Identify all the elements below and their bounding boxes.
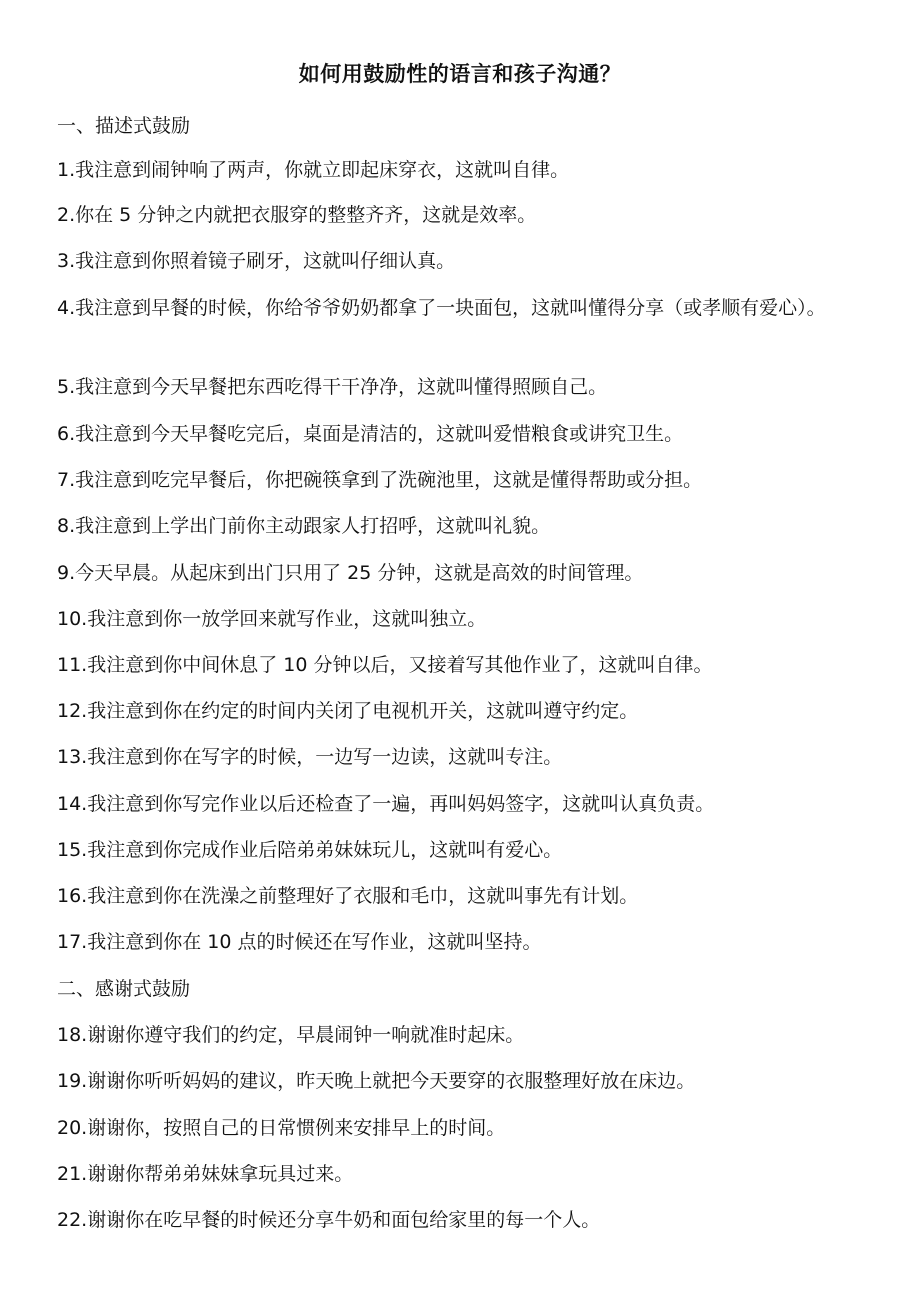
list-item: 22.谢谢你在吃早餐的时候还分享牛奶和面包给家里的每一个人。 xyxy=(57,1209,601,1231)
section-heading-descriptive: 一、描述式鼓励 xyxy=(57,115,191,137)
list-item: 4.我注意到早餐的时候，你给爷爷奶奶都拿了一块面包，这就叫懂得分享（或孝顺有爱心）。 xyxy=(57,297,826,319)
list-item: 7.我注意到吃完早餐后，你把碗筷拿到了洗碗池里，这就是懂得帮助或分担。 xyxy=(57,469,703,491)
list-item: 20.谢谢你，按照自己的日常惯例来安排早上的时间。 xyxy=(57,1117,506,1139)
list-item: 15.我注意到你完成作业后陪弟弟妹妹玩儿，这就叫有爱心。 xyxy=(57,839,563,861)
list-item: 18.谢谢你遵守我们的约定，早晨闹钟一响就准时起床。 xyxy=(57,1024,525,1046)
list-item: 14.我注意到你写完作业以后还检查了一遍，再叫妈妈签字，这就叫认真负责。 xyxy=(57,793,715,815)
list-item: 10.我注意到你一放学回来就写作业，这就叫独立。 xyxy=(57,608,487,630)
list-item: 1.我注意到闹钟响了两声，你就立即起床穿衣，这就叫自律。 xyxy=(57,159,570,181)
list-item: 11.我注意到你中间休息了 10 分钟以后，又接着写其他作业了，这就叫自律。 xyxy=(57,654,713,676)
list-item: 17.我注意到你在 10 点的时候还在写作业，这就叫坚持。 xyxy=(57,931,542,953)
list-item: 12.我注意到你在约定的时间内关闭了电视机开关，这就叫遵守约定。 xyxy=(57,700,639,722)
section-heading-gratitude: 二、感谢式鼓励 xyxy=(57,978,191,1000)
list-item: 21.谢谢你帮弟弟妹妹拿玩具过来。 xyxy=(57,1163,354,1185)
list-item: 8.我注意到上学出门前你主动跟家人打招呼，这就叫礼貌。 xyxy=(57,515,551,537)
list-item: 13.我注意到你在写字的时候，一边写一边读，这就叫专注。 xyxy=(57,746,563,768)
list-item: 5.我注意到今天早餐把东西吃得干干净净，这就叫懂得照顾自己。 xyxy=(57,376,608,398)
document-title: 如何用鼓励性的语言和孩子沟通？ xyxy=(298,61,622,86)
list-item: 19.谢谢你听听妈妈的建议，昨天晚上就把今天要穿的衣服整理好放在床边。 xyxy=(57,1070,696,1092)
list-item: 3.我注意到你照着镜子刷牙，这就叫仔细认真。 xyxy=(57,250,456,272)
list-item: 6.我注意到今天早餐吃完后，桌面是清洁的，这就叫爱惜粮食或讲究卫生。 xyxy=(57,423,684,445)
list-item: 9.今天早晨。从起床到出门只用了 25 分钟，这就是高效的时间管理。 xyxy=(57,562,644,584)
list-item: 2.你在 5 分钟之内就把衣服穿的整整齐齐，这就是效率。 xyxy=(57,204,537,226)
list-item: 16.我注意到你在洗澡之前整理好了衣服和毛巾，这就叫事先有计划。 xyxy=(57,885,639,907)
